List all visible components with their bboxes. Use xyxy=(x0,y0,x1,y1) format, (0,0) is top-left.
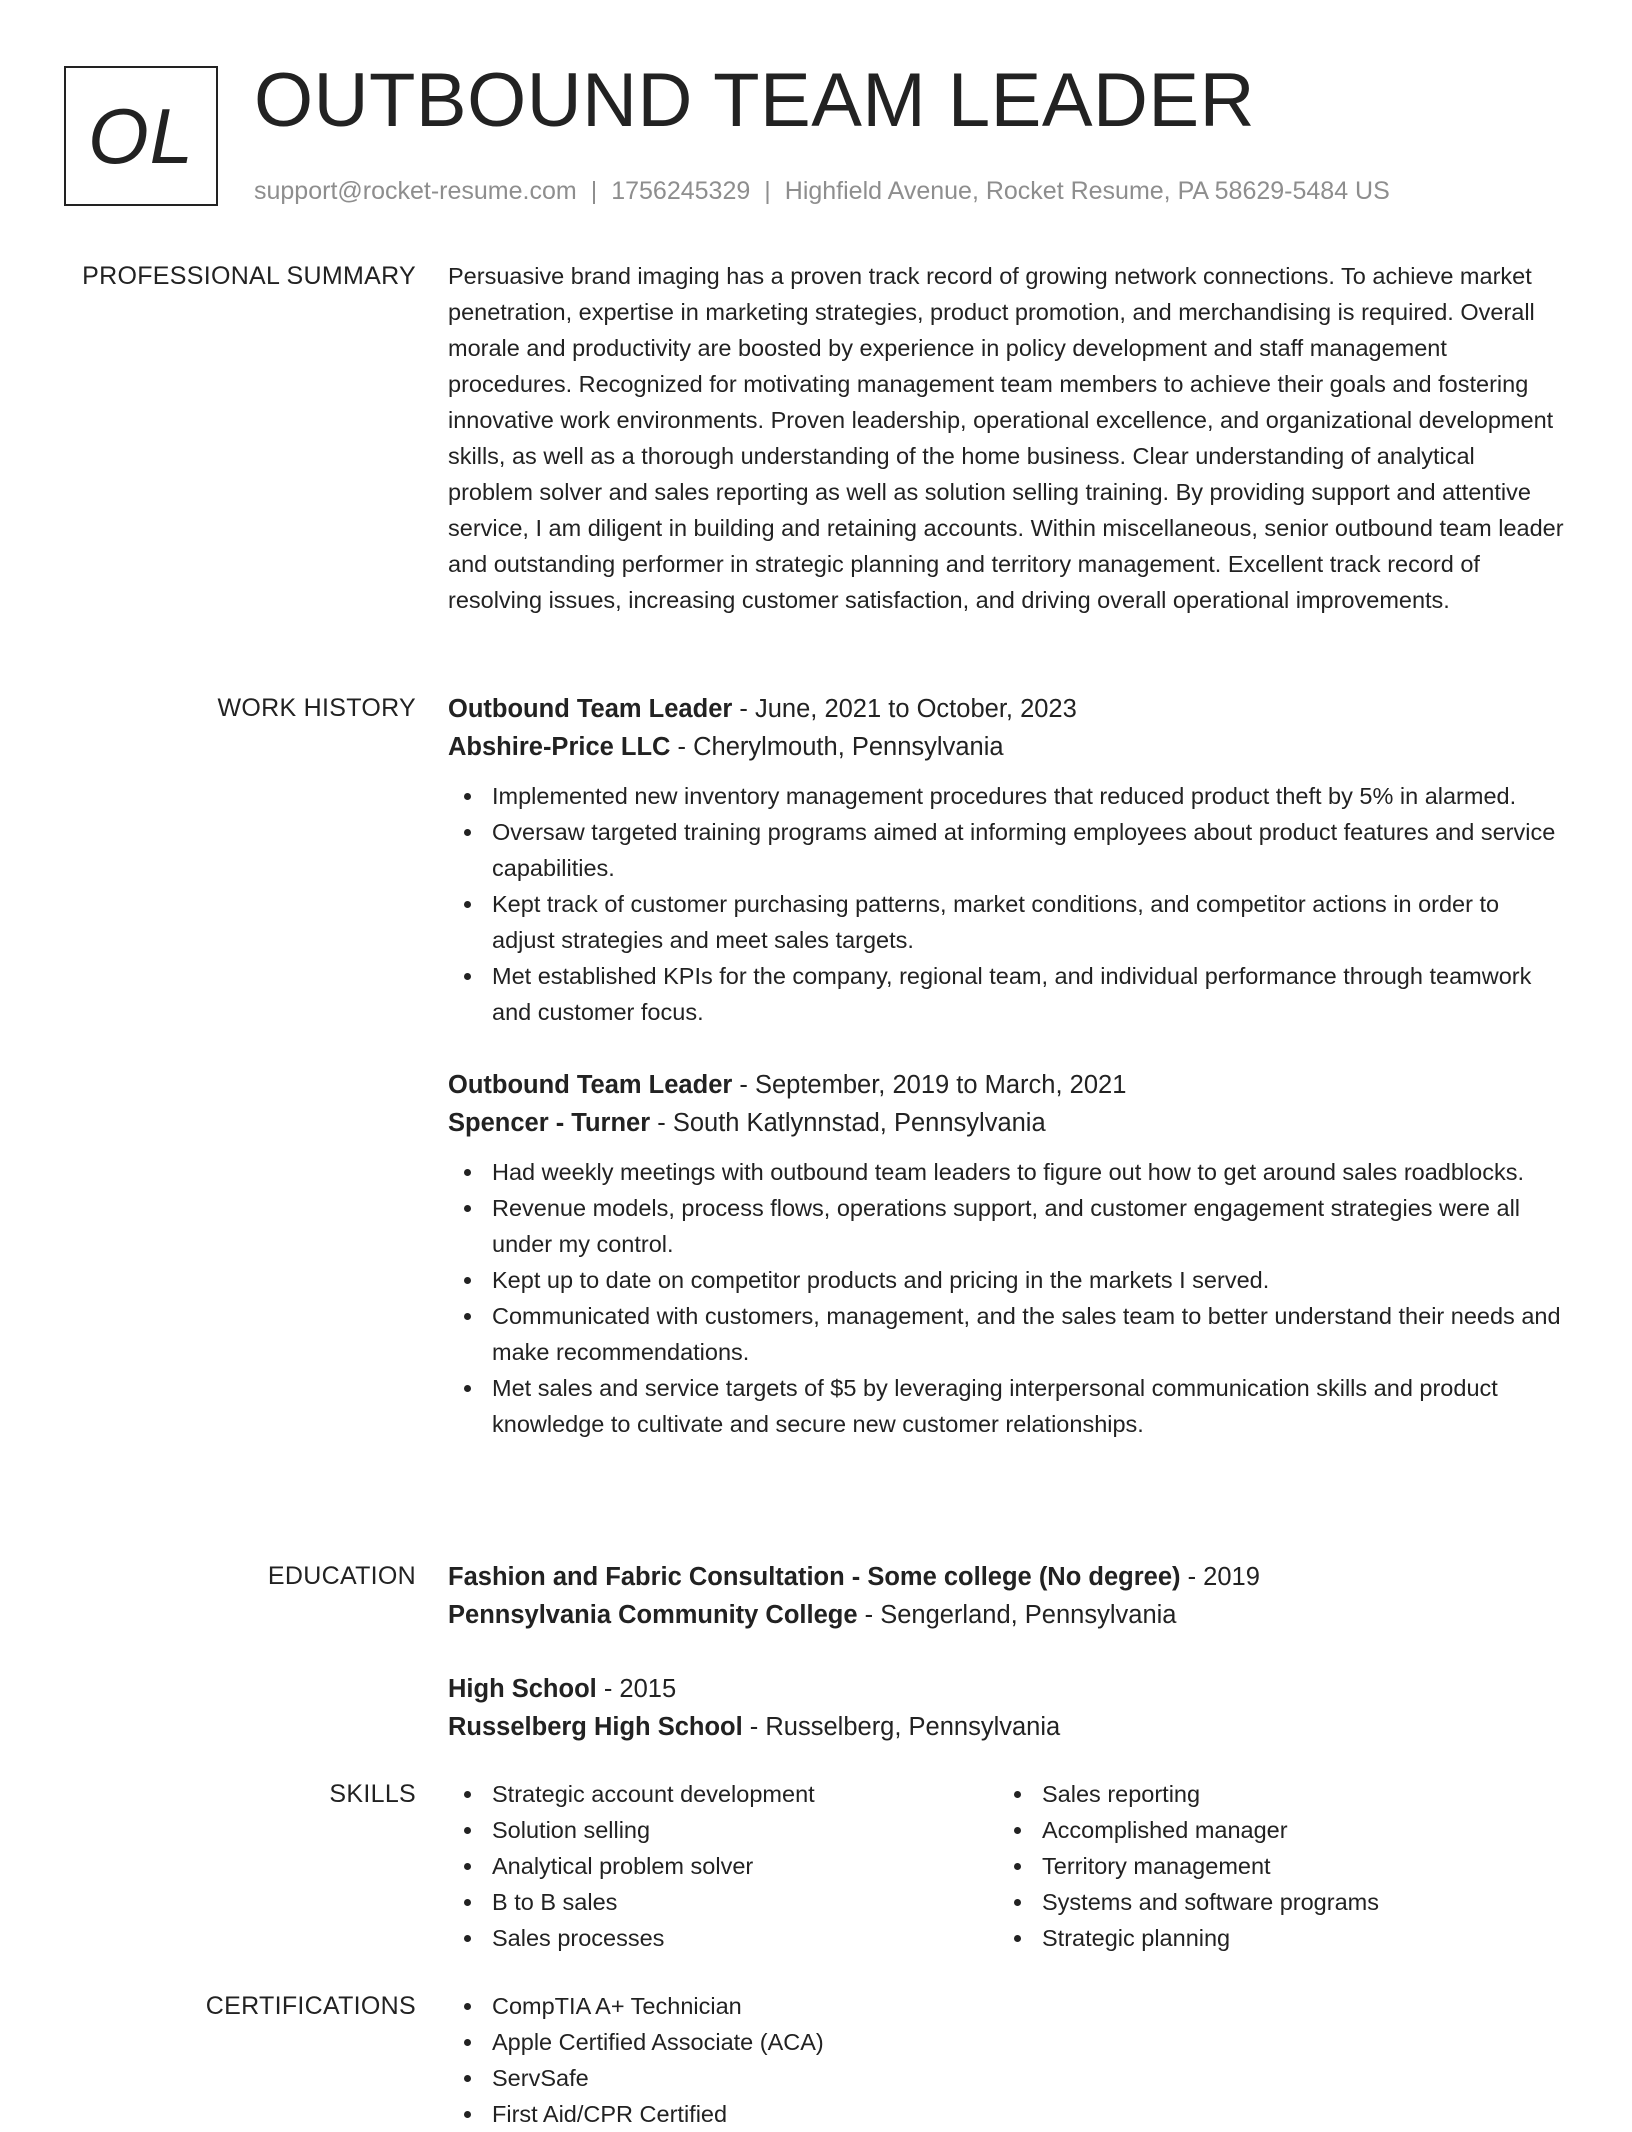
education-entry xyxy=(448,1558,1566,1634)
job-bullet: Oversaw targeted training programs aimed at informing employees about product features and service capabilities. xyxy=(492,814,1566,886)
job-title: Outbound Team Leader xyxy=(448,695,733,723)
job-dates: - June, 2021 to October, 2023 xyxy=(732,695,1077,723)
job-company-line xyxy=(448,728,1566,766)
job-company-line xyxy=(448,1104,1566,1142)
education-school: Russelberg High School xyxy=(448,1713,743,1741)
monogram-logo xyxy=(64,66,218,206)
certifications-body xyxy=(448,1988,1566,2132)
job-bullet: Met sales and service targets of $5 by leveraging interpersonal communication skills and product knowledge to cultivate and secure new customer relationships. xyxy=(492,1370,1566,1442)
education-location: - Russelberg, Pennsylvania xyxy=(742,1713,1061,1741)
education-school-line xyxy=(448,1596,1566,1634)
education-degree-line xyxy=(448,1558,1566,1596)
job-bullets xyxy=(448,778,1566,1030)
certifications-list xyxy=(448,1988,1566,2132)
contact-address: Highfield Avenue, Rocket Resume, PA 58629-5484 US xyxy=(784,177,1390,205)
section-label: WORK HISTORY xyxy=(217,694,416,722)
contact-separator: | xyxy=(764,177,771,205)
skill-item: Strategic account development xyxy=(492,1776,998,1812)
skills-column xyxy=(998,1776,1518,1956)
job-entry xyxy=(448,690,1566,1030)
skill-item: Systems and software programs xyxy=(1042,1884,1518,1920)
job-bullet: Implemented new inventory management procedures that reduced product theft by 5% in alarmed. xyxy=(492,778,1566,814)
contact-phone[interactable]: 1756245329 xyxy=(611,177,751,205)
education-entry xyxy=(448,1670,1566,1746)
summary-body xyxy=(448,258,1566,618)
certification-item: Apple Certified Associate (ACA) xyxy=(492,2024,1566,2060)
skills-list xyxy=(998,1776,1518,1956)
job-bullet: Revenue models, process flows, operations support, and customer engagement strategies were all under my control. xyxy=(492,1190,1566,1262)
education-year: - 2019 xyxy=(1180,1563,1260,1591)
monogram-initials: OL xyxy=(87,91,195,180)
job-company: Abshire-Price LLC xyxy=(448,733,671,761)
section-label: SKILLS xyxy=(329,1780,416,1808)
skill-item: Territory management xyxy=(1042,1848,1518,1884)
contact-separator: | xyxy=(590,177,598,205)
skill-item: Accomplished manager xyxy=(1042,1812,1518,1848)
education-location: - Sengerland, Pennsylvania xyxy=(857,1601,1177,1629)
job-entry xyxy=(448,1066,1566,1442)
skill-item: Analytical problem solver xyxy=(492,1848,998,1884)
contact-line xyxy=(254,176,1390,206)
education-degree-line xyxy=(448,1670,1566,1708)
section-label: CERTIFICATIONS xyxy=(205,1992,416,2020)
work-history-body xyxy=(448,690,1566,1442)
skills-list xyxy=(448,1776,998,1956)
job-location: - Cherylmouth, Pennsylvania xyxy=(670,733,1004,761)
certification-item: ServSafe xyxy=(492,2060,1566,2096)
job-bullet: Had weekly meetings with outbound team leaders to figure out how to get around sales roadblocks. xyxy=(492,1154,1566,1190)
job-bullet: Kept track of customer purchasing patterns, market conditions, and competitor actions in order to adjust strategies and meet sales targets. xyxy=(492,886,1566,958)
certification-item: CompTIA A+ Technician xyxy=(492,1988,1566,2024)
education-degree: High School xyxy=(448,1675,597,1703)
skill-item: Sales processes xyxy=(492,1920,998,1956)
skills-body xyxy=(448,1776,1566,1956)
job-title-line xyxy=(448,690,1566,728)
education-body xyxy=(448,1558,1566,1746)
skill-item: Solution selling xyxy=(492,1812,998,1848)
summary-text: Persuasive brand imaging has a proven track record of growing network connections. To achieve market penetration, expertise in marketing strategies, product promotion, and merchandising is required. Overall morale and productivity are boosted by experience in policy development and staff management procedures. Recognized for motivating management team members to achieve their goals and fostering innovative work environments. Proven leadership, operational excellence, and organizational development skills, as well as a thorough understanding of the home business. Clear understanding of analytical problem solver and sales reporting as well as solution selling training. By providing support and attentive service, I am diligent in building and retaining accounts. Within miscellaneous, senior outbound team leader and outstanding performer in strategic planning and territory management. Excellent track record of resolving issues, increasing customer satisfaction, and driving overall operational improvements. xyxy=(448,263,1564,613)
job-title-line xyxy=(448,1066,1566,1104)
section-label: PROFESSIONAL SUMMARY xyxy=(82,262,416,290)
skills-column xyxy=(448,1776,998,1956)
job-company: Spencer - Turner xyxy=(448,1109,651,1137)
section-label: EDUCATION xyxy=(267,1562,416,1590)
job-bullet: Communicated with customers, management, and the sales team to better understand their needs and make recommendations. xyxy=(492,1298,1566,1370)
skill-item: B to B sales xyxy=(492,1884,998,1920)
education-degree: Fashion and Fabric Consultation - Some college (No degree) xyxy=(448,1563,1181,1591)
resume-name: OUTBOUND TEAM LEADER xyxy=(254,58,1255,143)
education-year: - 2015 xyxy=(596,1675,677,1703)
skill-item: Sales reporting xyxy=(1042,1776,1518,1812)
contact-email[interactable]: support@rocket-resume.com xyxy=(254,177,577,205)
job-bullets xyxy=(448,1154,1566,1442)
job-dates: - September, 2019 to March, 2021 xyxy=(732,1071,1127,1099)
job-title: Outbound Team Leader xyxy=(448,1071,733,1099)
job-bullet: Met established KPIs for the company, regional team, and individual performance through teamwork and customer focus. xyxy=(492,958,1566,1030)
education-school: Pennsylvania Community College xyxy=(448,1601,858,1629)
education-school-line xyxy=(448,1708,1566,1746)
job-bullet: Kept up to date on competitor products and pricing in the markets I served. xyxy=(492,1262,1566,1298)
certification-item: First Aid/CPR Certified xyxy=(492,2096,1566,2132)
skill-item: Strategic planning xyxy=(1042,1920,1518,1956)
job-location: - South Katlynnstad, Pennsylvania xyxy=(650,1109,1046,1137)
skills-columns xyxy=(448,1776,1566,1956)
